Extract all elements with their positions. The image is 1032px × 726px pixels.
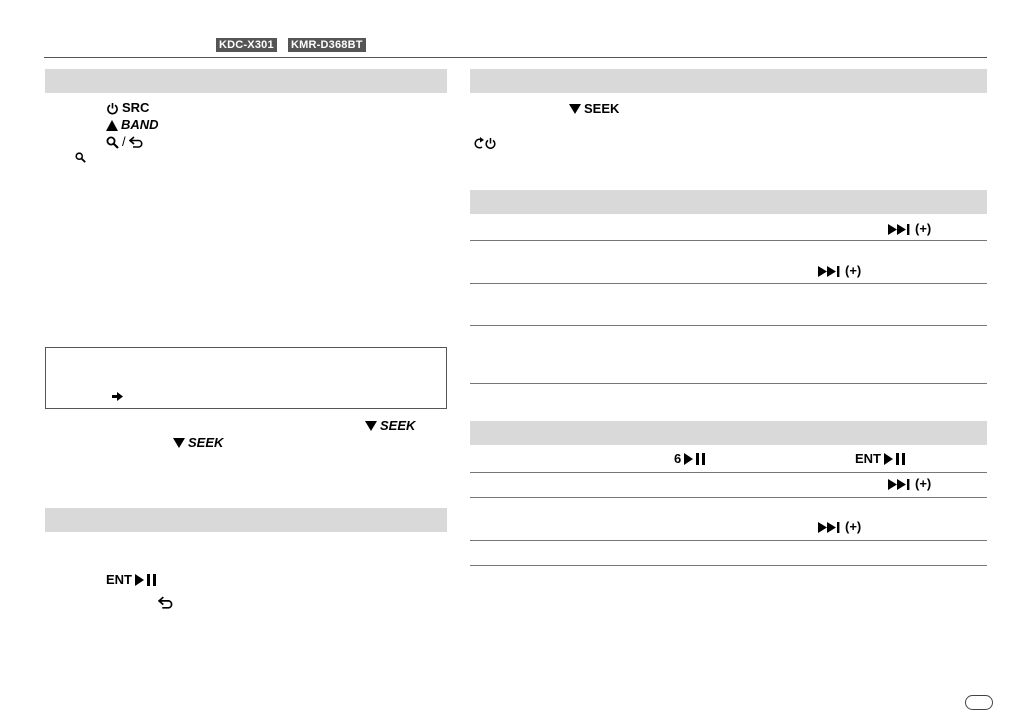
src-label: SRC — [122, 100, 150, 115]
triangle-down-icon — [173, 438, 185, 448]
next-plus-key-4 — [818, 520, 861, 534]
table-rule — [470, 497, 987, 498]
triangle-up-icon — [106, 120, 118, 131]
table-rule — [470, 540, 987, 541]
section-bar-left-1 — [45, 69, 447, 93]
header-rule — [44, 57, 987, 58]
seek-label: SEEK — [584, 101, 620, 116]
next-track-icon — [888, 479, 912, 490]
search-return-key — [106, 135, 144, 149]
play-pause-icon — [884, 453, 906, 465]
triangle-down-icon — [365, 421, 377, 431]
table-rule — [470, 283, 987, 284]
page-tab-icon — [965, 695, 993, 710]
power-icon — [106, 102, 119, 115]
table-rule — [470, 240, 987, 241]
plus-label: (+) — [845, 519, 862, 534]
seek-label: SEEK — [188, 435, 224, 450]
seek-key-top — [569, 102, 619, 116]
band-key — [106, 118, 159, 132]
section-bar-right-1 — [470, 69, 987, 93]
ent-play-pause-key — [855, 452, 906, 466]
ent-label: ENT — [855, 451, 881, 466]
section-bar-left-2 — [45, 508, 447, 532]
table-rule — [470, 565, 987, 566]
search-icon — [75, 152, 86, 163]
repeat-power-icon — [474, 137, 496, 150]
section-bar-right-3 — [470, 421, 987, 445]
next-track-icon — [818, 522, 842, 533]
return-icon — [158, 596, 174, 609]
return-icon — [129, 136, 144, 148]
model-badge-kdc: KDC-X301 — [216, 38, 277, 52]
table-rule — [470, 383, 987, 384]
next-track-icon — [888, 224, 912, 235]
seek-key-left — [173, 436, 223, 450]
search-icon — [106, 136, 119, 149]
triangle-down-icon — [569, 104, 581, 114]
next-track-icon — [818, 266, 842, 277]
seek-label: SEEK — [380, 418, 416, 433]
next-plus-key-1 — [888, 222, 931, 236]
slash-glyph: / — [122, 134, 126, 149]
arrow-right-icon — [112, 392, 123, 401]
plus-label: (+) — [915, 221, 932, 236]
six-label: 6 — [674, 451, 682, 466]
note-box — [45, 347, 447, 409]
plus-label: (+) — [845, 263, 862, 278]
plus-label: (+) — [915, 476, 932, 491]
table-rule — [470, 472, 987, 473]
band-label: BAND — [121, 117, 159, 132]
table-rule — [470, 325, 987, 326]
section-bar-right-2 — [470, 190, 987, 214]
seek-key-right — [365, 419, 415, 433]
play-pause-icon — [684, 453, 706, 465]
ent-key — [106, 573, 157, 587]
play-pause-icon — [135, 574, 157, 586]
model-badge-kmr: KMR-D368BT — [288, 38, 366, 52]
src-key — [106, 101, 149, 115]
six-play-pause-key — [674, 452, 706, 466]
next-plus-key-3 — [888, 477, 931, 491]
next-plus-key-2 — [818, 264, 861, 278]
ent-label: ENT — [106, 572, 132, 587]
